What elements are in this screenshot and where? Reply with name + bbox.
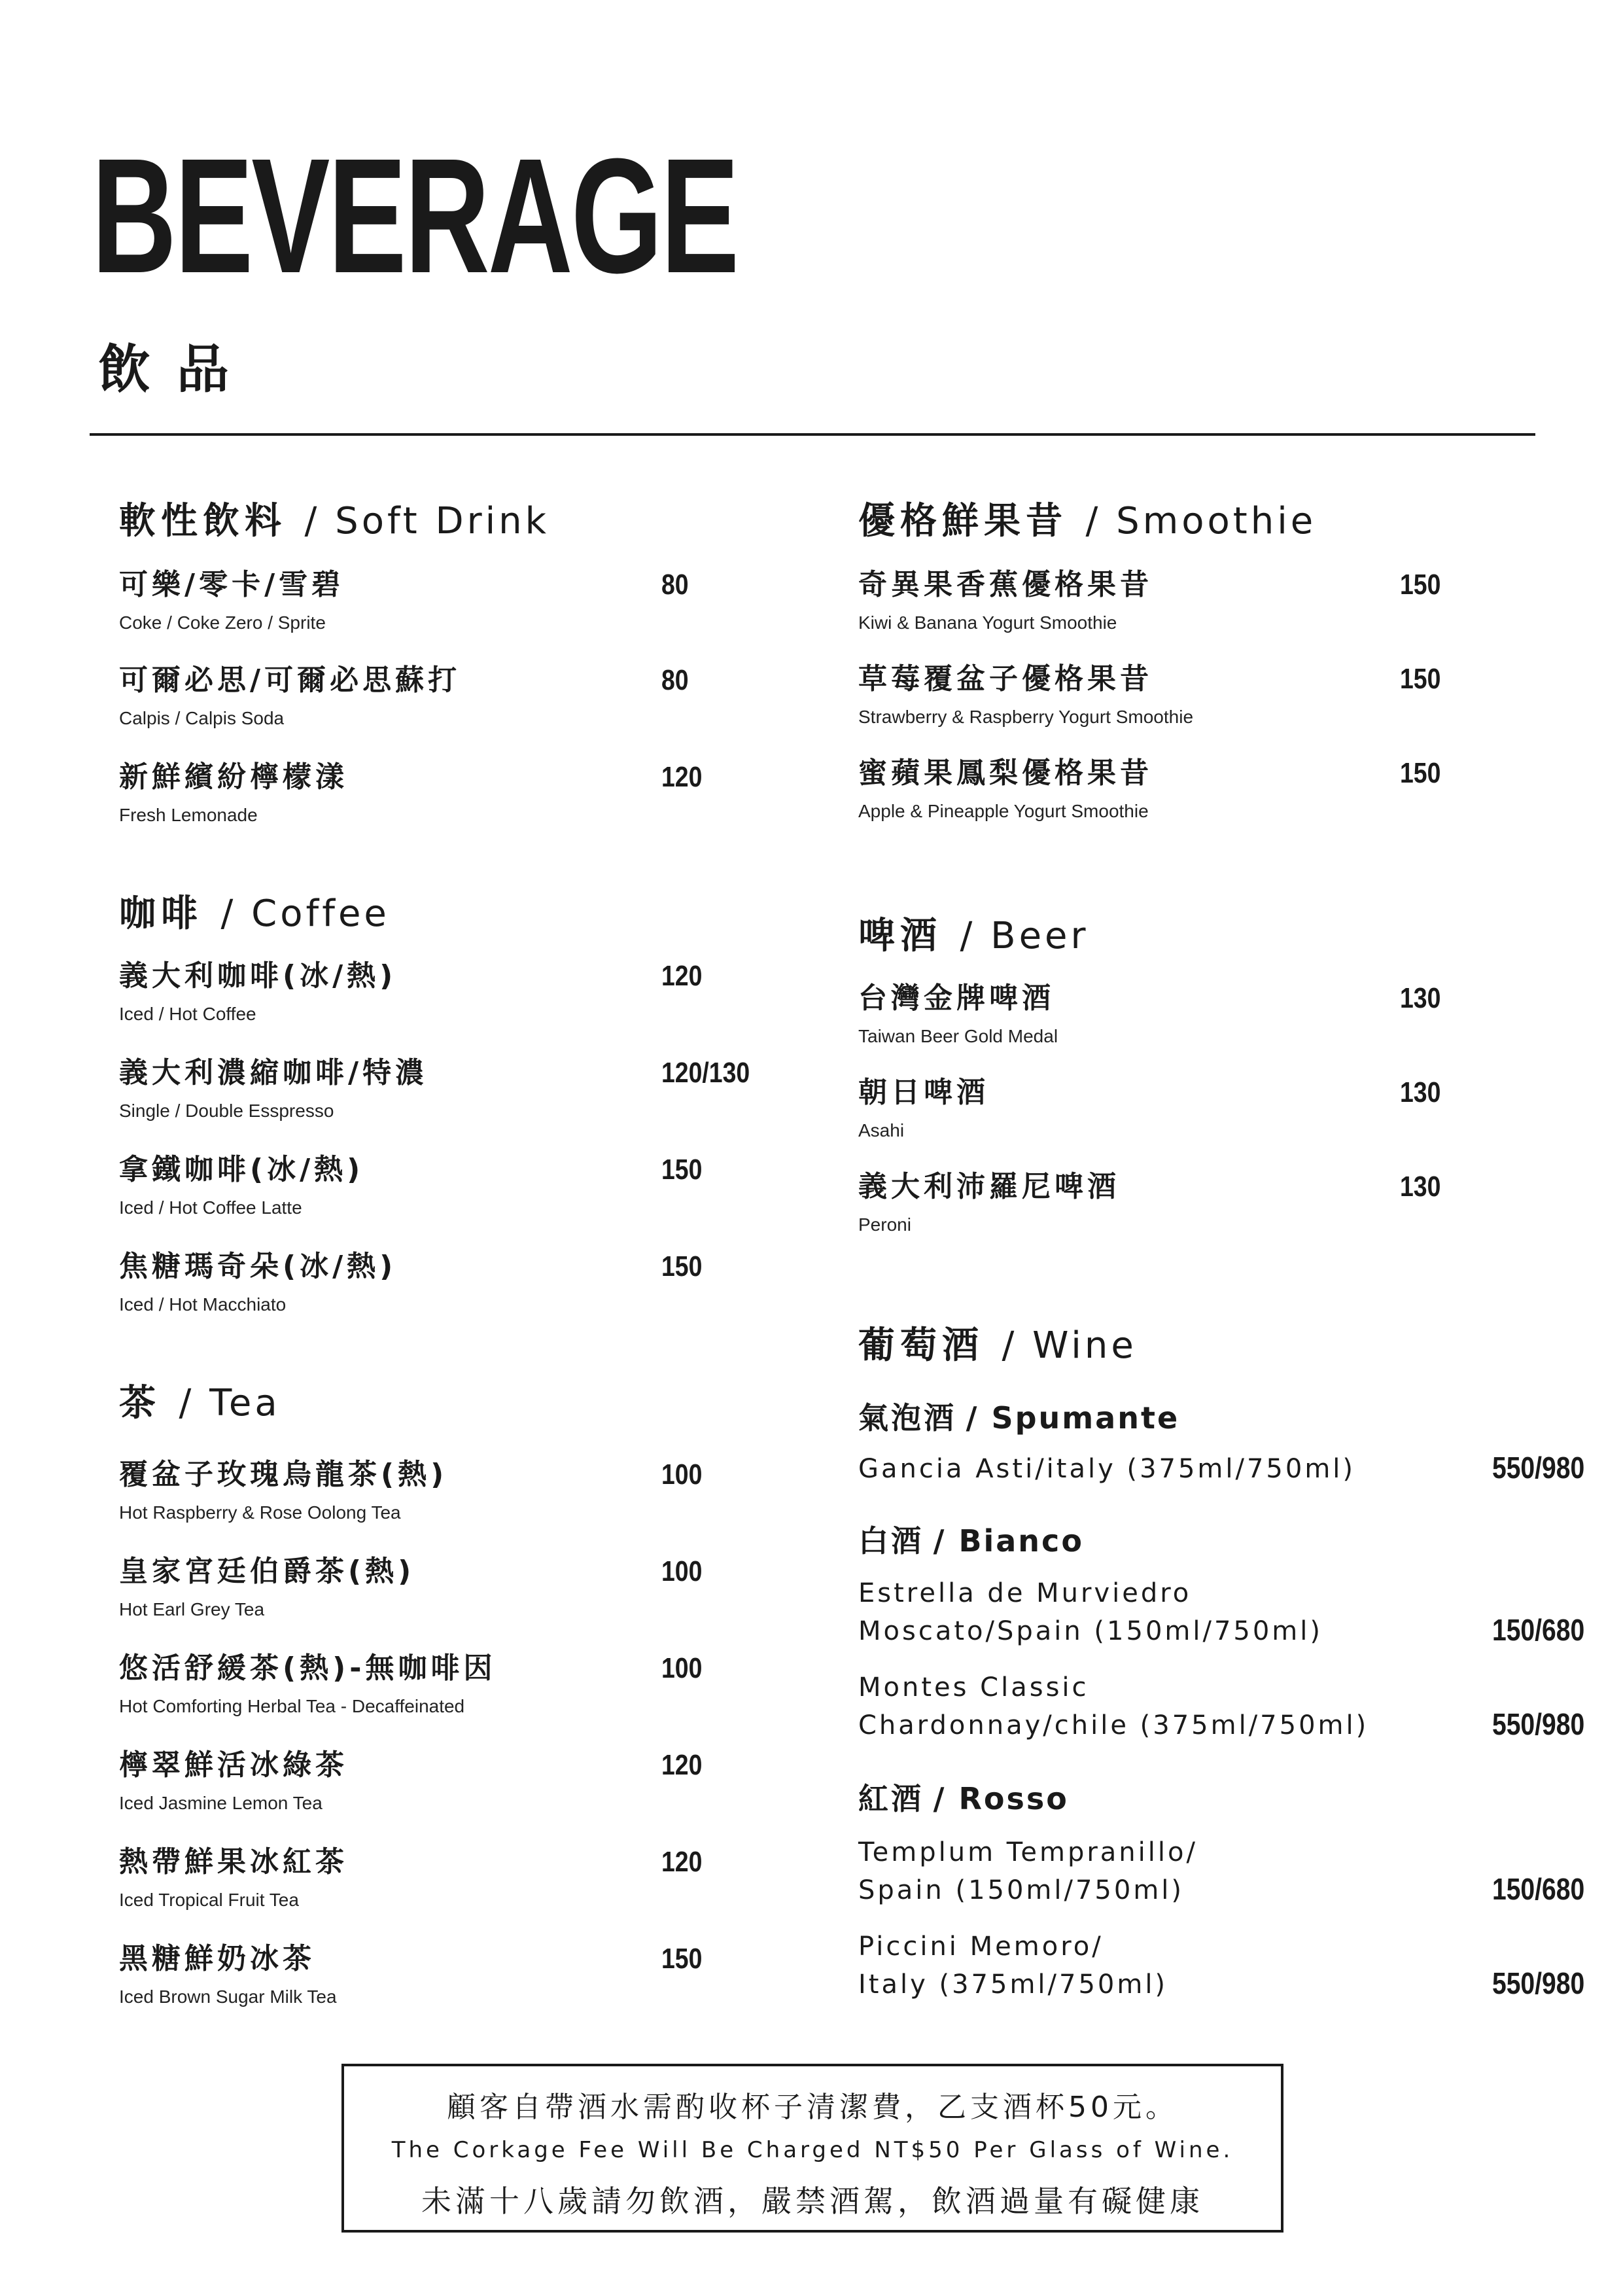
wine-sub-en: / Bianco: [933, 1523, 1084, 1559]
item-name-en: Coke / Coke Zero / Sprite: [119, 612, 326, 633]
wine-price: 550/980: [1492, 1966, 1584, 2000]
section-title-en: / Tea: [179, 1382, 281, 1424]
page-title: BEVERAGE: [92, 124, 738, 307]
section-title-zh: 優格鮮果昔: [858, 500, 1068, 542]
menu-item: [119, 663, 773, 729]
wine-item: [858, 1928, 1584, 2004]
section-title-zh: 茶: [119, 1382, 161, 1424]
wine-name-line: Chardonnay/chile (375ml/750ml): [858, 1710, 1369, 1740]
item-name-zh: 皇家宮廷伯爵茶(熱): [119, 1555, 415, 1588]
menu-item: [119, 1651, 773, 1717]
item-price: 150: [661, 1154, 703, 1186]
alcohol-warning: 未滿十八歲請勿飲酒，嚴禁酒駕，飲酒過量有礙健康: [421, 2183, 1204, 2219]
item-name-en: Iced / Hot Macchiato: [119, 1294, 287, 1315]
section-title-en: / Soft Drink: [304, 500, 550, 542]
item-name-zh: 草莓覆盆子優格果昔: [858, 662, 1153, 696]
item-name-zh: 黑糖鮮奶冰茶: [119, 1942, 315, 1975]
item-price: 120: [661, 761, 703, 793]
wine-name-line: Templum Tempranillo/: [858, 1837, 1198, 1867]
item-name-en: Fresh Lemonade: [119, 805, 258, 825]
menu-item: [119, 1153, 773, 1218]
item-name-zh: 奇異果香蕉優格果昔: [858, 568, 1153, 601]
item-name-en: Hot Raspberry & Rose Oolong Tea: [119, 1502, 401, 1523]
section-title-en: / Beer: [960, 915, 1089, 957]
menu-item: [119, 1942, 773, 2007]
item-name-en: Iced Tropical Fruit Tea: [119, 1890, 299, 1910]
wine-price: 150/680: [1492, 1872, 1584, 1906]
corkage-notice-en: The Corkage Fee Will Be Charged NT$50 Per Glass of Wine.: [391, 2137, 1234, 2163]
item-price: 150: [661, 1250, 703, 1282]
item-price: 130: [1400, 982, 1441, 1014]
item-name-zh: 台灣金牌啤酒: [858, 981, 1055, 1015]
section-title-beer: [858, 907, 1089, 959]
section-title-coffee: [119, 885, 390, 937]
menu-item: [119, 1252, 773, 1315]
wine-price: 150/680: [1492, 1613, 1584, 1647]
item-name-en: Apple & Pineapple Yogurt Smoothie: [858, 801, 1149, 821]
wine-sub-en: / Spumante: [966, 1400, 1180, 1436]
section-title-en: / Wine: [1002, 1324, 1137, 1367]
wine-item: [858, 1450, 1584, 1488]
item-name-en: Asahi: [858, 1120, 905, 1140]
item-name-zh: 熱帶鮮果冰紅茶: [119, 1845, 348, 1879]
wine-name-line: Gancia Asti/italy (375ml/750ml): [858, 1454, 1356, 1484]
item-price: 150: [1400, 757, 1441, 789]
item-name-zh: 悠活舒緩茶(熱)-無咖啡因: [119, 1651, 497, 1685]
menu-item: [119, 1748, 773, 1814]
item-price: 100: [661, 1458, 703, 1491]
menu-item: [119, 959, 773, 1025]
section-title-wine: [858, 1316, 1137, 1369]
section-title-smoothie: [858, 492, 1316, 544]
menu-item: [858, 1078, 1512, 1141]
item-name-zh: 義大利咖啡(冰/熱): [119, 959, 397, 993]
item-name-zh: 朝日啤酒: [858, 1076, 989, 1109]
wine-sub-zh: 氣泡酒: [858, 1400, 956, 1436]
menu-item: [119, 1056, 773, 1122]
item-name-zh: 新鮮繽紛檸檬漾: [119, 760, 348, 794]
menu-item: [858, 756, 1512, 822]
item-name-zh: 蜜蘋果鳳梨優格果昔: [858, 756, 1153, 790]
menu-item: [858, 662, 1512, 728]
section-title-zh: 軟性飲料: [119, 500, 287, 542]
menu-item: [119, 568, 773, 633]
item-name-zh: 檸翠鮮活冰綠茶: [119, 1748, 348, 1782]
wine-name-line: Estrella de Murviedro: [858, 1578, 1192, 1608]
item-name-en: Hot Comforting Herbal Tea - Decaffeinated: [119, 1696, 465, 1716]
wine-price: 550/980: [1492, 1451, 1584, 1485]
item-price: 150: [1400, 663, 1441, 695]
menu-item: [858, 1170, 1512, 1235]
wine-price: 550/980: [1492, 1707, 1584, 1741]
item-name-en: Calpis / Calpis Soda: [119, 708, 285, 728]
item-name-en: Iced / Hot Coffee Latte: [119, 1197, 302, 1218]
item-price: 120: [661, 1846, 703, 1878]
item-name-zh: 義大利沛羅尼啤酒: [858, 1170, 1120, 1203]
section-title-en: / Smoothie: [1085, 500, 1317, 542]
wine-name-line: Spain (150ml/750ml): [858, 1875, 1185, 1905]
item-name-en: Iced Brown Sugar Milk Tea: [119, 1987, 337, 2007]
item-name-zh: 覆盆子玫瑰烏龍茶(熱): [119, 1458, 448, 1491]
item-price: 150: [1400, 569, 1441, 601]
menu-item: [119, 1845, 773, 1911]
wine-item: [858, 1669, 1584, 1744]
wine-item: [858, 1574, 1584, 1650]
section-title-en: / Coffee: [220, 892, 390, 935]
section-title-zh: 咖啡: [119, 892, 203, 935]
item-price: 130: [1400, 1076, 1441, 1108]
wine-name-line: Piccini Memoro/: [858, 1932, 1104, 1962]
item-price: 80: [661, 569, 689, 601]
item-price: 130: [1400, 1171, 1441, 1203]
item-name-en: Taiwan Beer Gold Medal: [858, 1026, 1058, 1046]
wine-sub-zh: 白酒: [858, 1523, 924, 1559]
menu-item: [858, 981, 1512, 1047]
item-name-zh: 義大利濃縮咖啡/特濃: [119, 1056, 428, 1089]
wine-subsection-bianco: [858, 1523, 1084, 1559]
menu-item: [119, 760, 773, 826]
item-price: 100: [661, 1555, 703, 1587]
item-name-zh: 可爾必思/可爾必思蘇打: [119, 663, 461, 697]
section-title-zh: 啤酒: [858, 915, 942, 957]
item-price: 120: [661, 1749, 703, 1781]
item-price: 120: [661, 960, 703, 992]
corkage-notice-box: [341, 2064, 1283, 2233]
item-name-en: Single / Double Esspresso: [119, 1101, 334, 1121]
corkage-notice-zh: 顧客自帶酒水需酌收杯子清潔費，乙支酒杯50元。: [447, 2091, 1178, 2124]
menu-item: [119, 1460, 773, 1523]
item-name-en: Iced Jasmine Lemon Tea: [119, 1793, 323, 1813]
item-price: 120/130: [661, 1057, 750, 1089]
item-price: 100: [661, 1652, 703, 1684]
section-title-soft-drink: [119, 492, 550, 544]
item-name-en: Kiwi & Banana Yogurt Smoothie: [858, 612, 1117, 633]
wine-name-line: Italy (375ml/750ml): [858, 1969, 1168, 2000]
item-name-en: Peroni: [858, 1214, 911, 1235]
wine-sub-en: / Rosso: [933, 1781, 1069, 1816]
item-price: 80: [661, 664, 689, 696]
item-name-zh: 焦糖瑪奇朵(冰/熱): [119, 1250, 397, 1283]
item-name-zh: 可樂/零卡/雪碧: [119, 568, 345, 601]
item-name-en: Iced / Hot Coffee: [119, 1004, 256, 1024]
page-subtitle: 飲品: [98, 338, 255, 400]
wine-name-line: Moscato/Spain (150ml/750ml): [858, 1616, 1323, 1646]
wine-item: [858, 1833, 1584, 1909]
menu-item: [858, 568, 1512, 633]
wine-sub-zh: 紅酒: [858, 1781, 924, 1816]
item-name-zh: 拿鐵咖啡(冰/熱): [119, 1153, 364, 1186]
section-title-zh: 葡萄酒: [858, 1324, 984, 1367]
wine-subsection-rosso: [858, 1781, 1069, 1816]
wine-name-line: Montes Classic: [858, 1672, 1089, 1703]
section-title-tea: [119, 1374, 281, 1426]
menu-item: [119, 1557, 773, 1620]
item-name-en: Hot Earl Grey Tea: [119, 1599, 265, 1619]
item-name-en: Strawberry & Raspberry Yogurt Smoothie: [858, 707, 1194, 727]
header-divider: [90, 433, 1535, 436]
item-price: 150: [661, 1943, 703, 1975]
wine-subsection-spumante: [858, 1400, 1180, 1436]
